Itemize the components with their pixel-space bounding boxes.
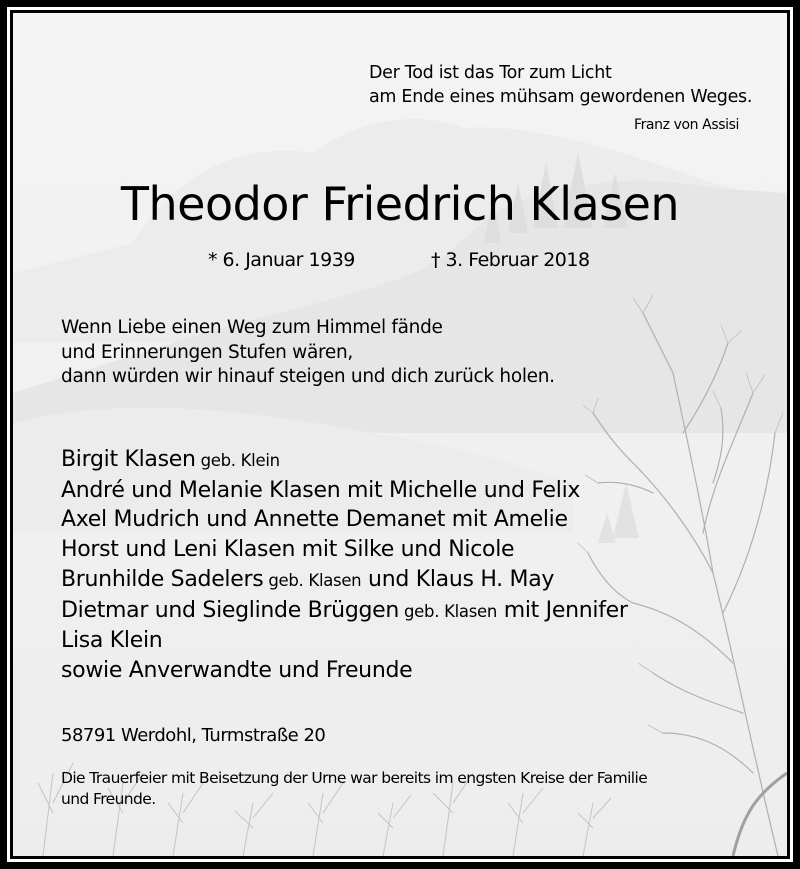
mourner-rest: und Klaus H. May — [361, 566, 555, 592]
mourner-line — [61, 656, 628, 686]
mourner-line — [61, 535, 628, 565]
death-date: † 3. Februar 2018 — [431, 249, 590, 271]
poem-line: und Erinnerungen Stufen wären, — [61, 341, 354, 363]
maiden-name: geb. Klasen — [399, 601, 498, 621]
mourner-line — [61, 626, 628, 656]
maiden-name: geb. Klein — [195, 451, 280, 470]
deceased-name: Theodor Friedrich Klasen — [120, 177, 680, 231]
obituary-notice — [13, 13, 787, 856]
quote-line-1: Der Tod ist das Tor zum Licht — [369, 63, 612, 83]
mourner-line — [61, 565, 628, 596]
mourner-line — [61, 445, 628, 476]
notice-line-2: und Freunde. — [61, 790, 156, 808]
mourner-name: Horst und Leni Klasen mit Silke und Nicole — [61, 537, 515, 563]
mourner-line — [61, 505, 628, 535]
mourner-line — [61, 596, 628, 627]
mourner-name: Axel Mudrich und Annette Demanet mit Amelie — [61, 507, 568, 533]
poem — [61, 316, 555, 390]
maiden-name: geb. Klasen — [263, 570, 362, 590]
poem-line: dann würden wir hinauf steigen und dich zurück holen. — [61, 366, 555, 387]
funeral-notice — [61, 768, 647, 810]
quote-author: Franz von Assisi — [633, 117, 739, 133]
address: 58791 Werdohl, Turmstraße 20 — [61, 725, 326, 746]
mourner-name: Lisa Klein — [61, 628, 163, 654]
mourner-name: André und Melanie Klasen mit Michelle und Felix — [61, 477, 581, 503]
poem-line: Wenn Liebe einen Weg zum Himmel fände — [61, 317, 443, 338]
mourner-name: Birgit Klasen — [61, 447, 196, 472]
mourner-name: Brunhilde Sadelers — [61, 566, 264, 592]
quote-line-2: am Ende eines mühsam gewordenen Weges. — [369, 87, 753, 107]
mourner-name: Dietmar und Sieglinde Brüggen — [61, 597, 400, 623]
mourner-name: sowie Anverwandte und Freunde — [61, 657, 413, 683]
mourner-rest: mit Jennifer — [497, 597, 628, 623]
birth-date: * 6. Januar 1939 — [208, 249, 355, 271]
notice-line-1: Die Trauerfeier mit Beisetzung der Urne war bereits im engsten Kreise der Familie — [61, 769, 648, 787]
mourner-line — [61, 476, 628, 506]
mourners-list — [61, 445, 628, 686]
quote — [369, 61, 752, 109]
